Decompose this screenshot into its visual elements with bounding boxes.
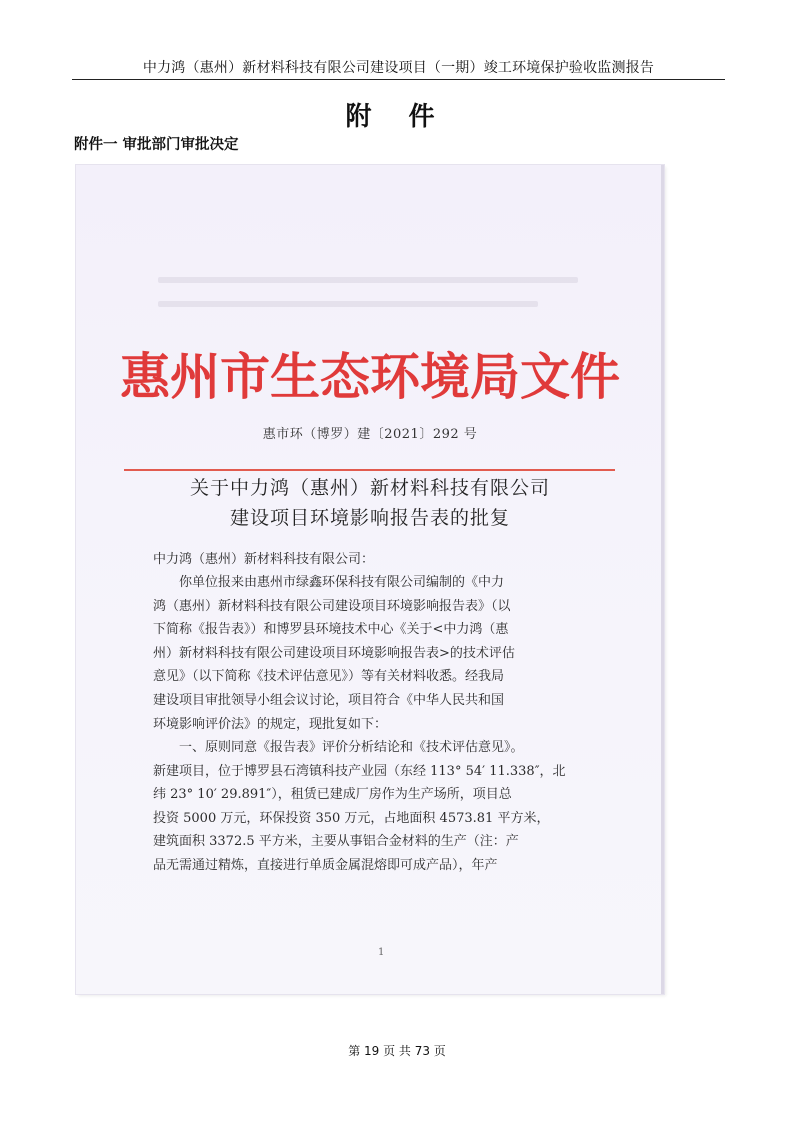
scan-edge-shadow xyxy=(661,165,664,994)
body-line: 新建项目，位于博罗县石湾镇科技产业园（东经 113° 54′ 11.338″，北 xyxy=(153,763,566,779)
scan-page-mark: 1 xyxy=(378,947,385,958)
document-number: 惠市环（博罗）建〔2021〕292 号 xyxy=(262,427,478,442)
bleed-through-mark xyxy=(158,301,538,307)
agency-red-header: 惠州市生态环境局文件 xyxy=(120,347,620,406)
body-line: 建设项目审批领导小组会议讨论，项目符合《中华人民共和国 xyxy=(153,692,505,708)
red-divider xyxy=(124,469,615,471)
running-header: 中力鸿（惠州）新材料科技有限公司建设项目（一期）竣工环境保护验收监测报告 xyxy=(142,60,655,76)
bleed-through-mark xyxy=(158,277,578,283)
addressee-line: 中力鸿（惠州）新材料科技有限公司： xyxy=(153,552,375,567)
page-footer: 第 19 页 共 73 页 xyxy=(348,1044,446,1058)
header-divider xyxy=(72,79,725,80)
approval-title-line-1: 关于中力鸿（惠州）新材料科技有限公司 xyxy=(189,477,550,499)
body-line: 州）新材料科技有限公司建设项目环境影响报告表>的技术评估 xyxy=(153,645,515,661)
scanned-approval-document xyxy=(76,165,664,994)
body-line: 一、原则同意《报告表》评价分析结论和《技术评估意见》。 xyxy=(179,740,524,755)
body-line: 你单位报来由惠州市绿鑫环保科技有限公司编制的《中力 xyxy=(179,575,505,590)
paragraph-receipt xyxy=(153,571,601,736)
section-heading: 附件一 审批部门审批决定 xyxy=(74,137,239,153)
body-line: 投资 5000 万元，环保投资 350 万元，占地面积 4573.81 平方米， xyxy=(153,810,550,826)
body-line: 建筑面积 3372.5 平方米，主要从事铝合金材料的生产（注：产 xyxy=(153,834,519,850)
approval-title-line-2: 建设项目环境影响报告表的批复 xyxy=(229,507,510,529)
body-line: 意见》（以下简称《技术评估意见》）等有关材料收悉。经我局 xyxy=(153,669,505,685)
body-line: 下简称《报告表》）和博罗县环境技术中心《关于<中力鸿（惠 xyxy=(153,622,509,638)
paragraph-approval-item-1 xyxy=(153,736,601,878)
body-line: 鸿（惠州）新材料科技有限公司建设项目环境影响报告表》（以 xyxy=(153,598,511,614)
body-line: 品无需通过精炼，直接进行单质金属混熔即可成产品），年产 xyxy=(153,857,498,873)
page-title: 附 件 xyxy=(345,102,449,132)
addressee xyxy=(153,548,601,572)
body-line: 纬 23° 10′ 29.891″），租赁已建成厂房作为生产场所，项目总 xyxy=(153,787,512,803)
body-line: 环境影响评价法》的规定，现批复如下： xyxy=(153,716,388,732)
